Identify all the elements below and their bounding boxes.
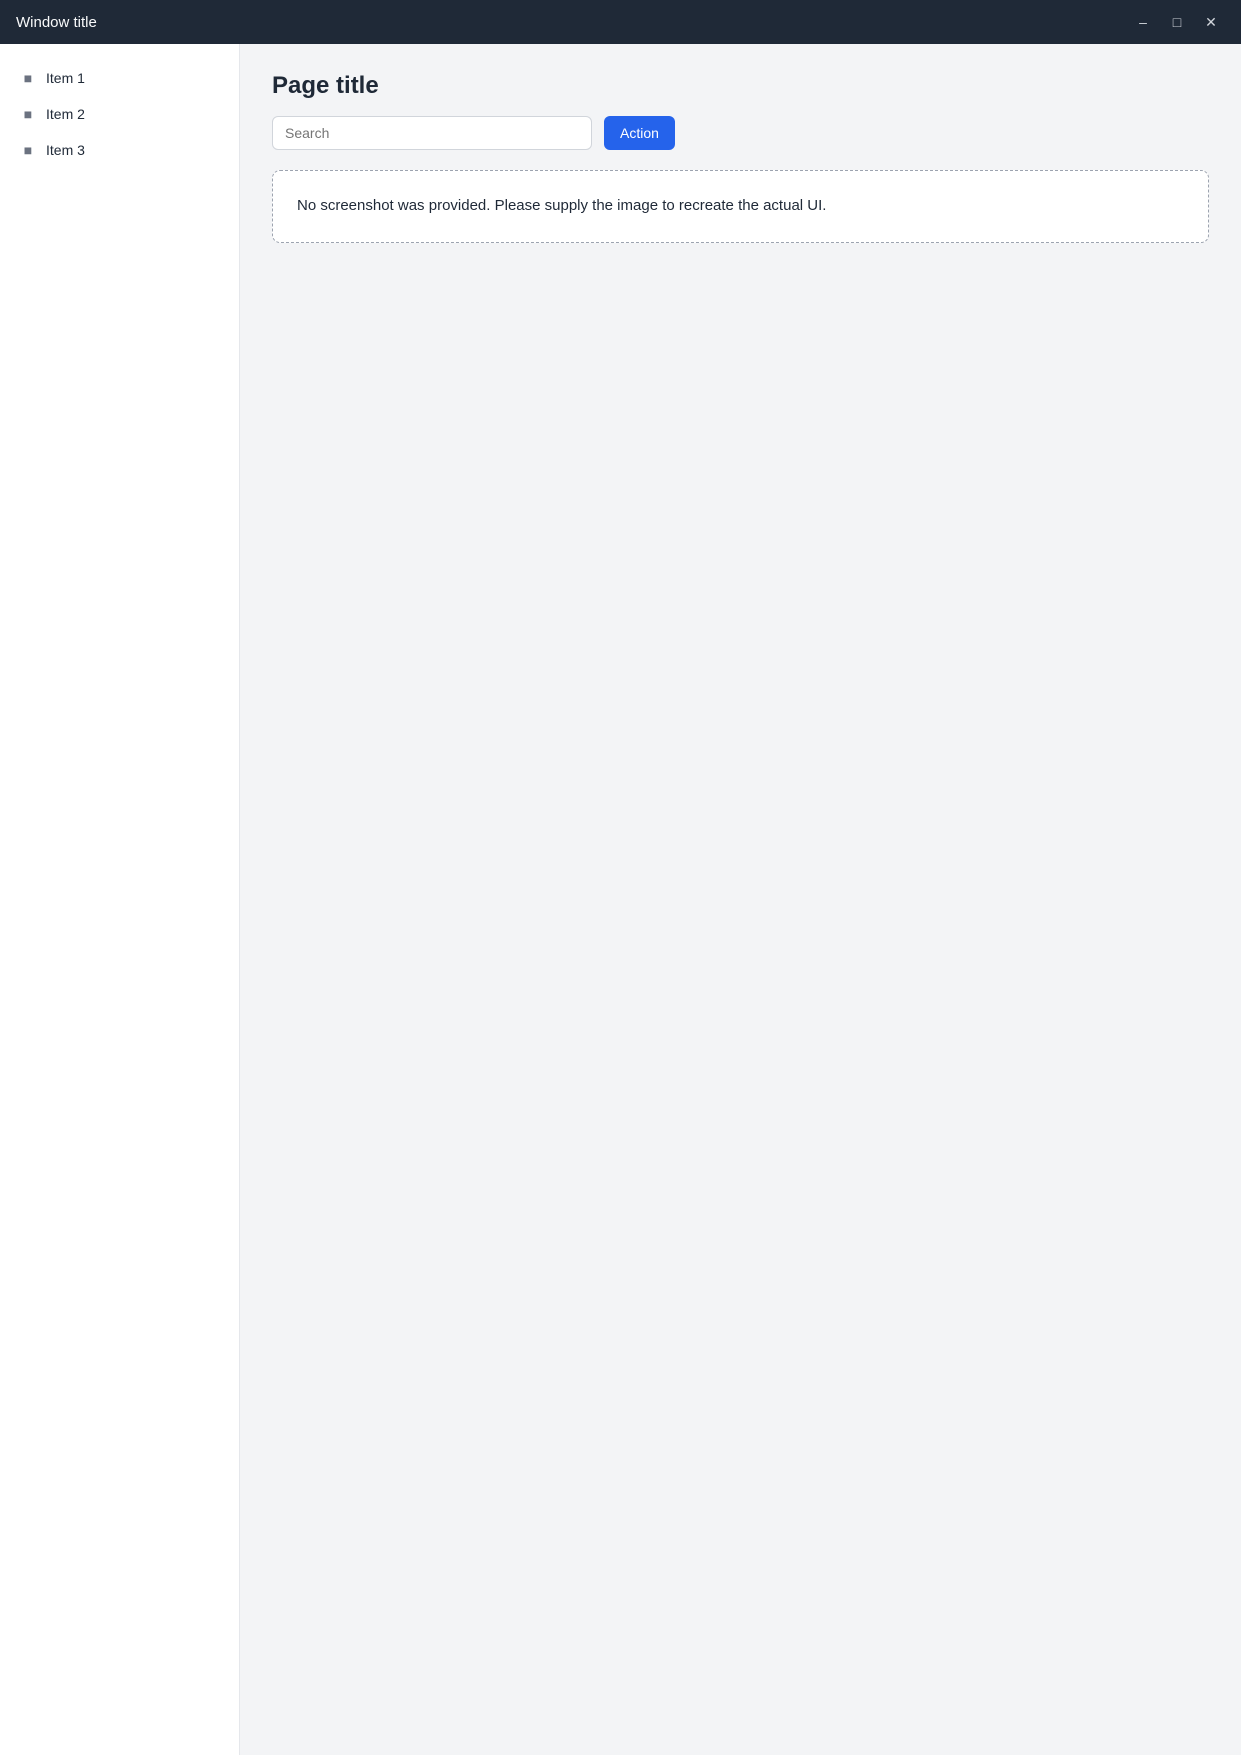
sidebar-item-label: Item 1 <box>46 70 85 86</box>
close-icon[interactable]: ✕ <box>1205 13 1217 30</box>
minimize-icon[interactable]: – <box>1139 14 1147 30</box>
search-input[interactable] <box>272 116 592 150</box>
missing-screenshot-notice: No screenshot was provided. Please supply the image to recreate the actual UI. <box>272 170 1209 243</box>
folder-icon: ■ <box>23 106 33 122</box>
main-content <box>240 44 1241 1755</box>
folder-icon: ■ <box>23 142 33 158</box>
window-title: Window title <box>16 13 97 31</box>
page-title: Page title <box>272 72 379 99</box>
sidebar-item-label: Item 3 <box>46 142 85 158</box>
window-body <box>0 44 1241 1755</box>
sidebar <box>0 44 240 1755</box>
sidebar-item-label: Item 2 <box>46 106 85 122</box>
primary-action-button[interactable]: Action <box>604 116 675 150</box>
toolbar <box>272 116 1209 150</box>
maximize-icon[interactable]: □ <box>1172 14 1182 30</box>
title-bar <box>0 0 1241 44</box>
folder-icon: ■ <box>23 70 33 86</box>
sidebar-item-3[interactable] <box>0 132 239 168</box>
sidebar-item-1[interactable] <box>0 60 239 96</box>
sidebar-item-2[interactable] <box>0 96 239 132</box>
